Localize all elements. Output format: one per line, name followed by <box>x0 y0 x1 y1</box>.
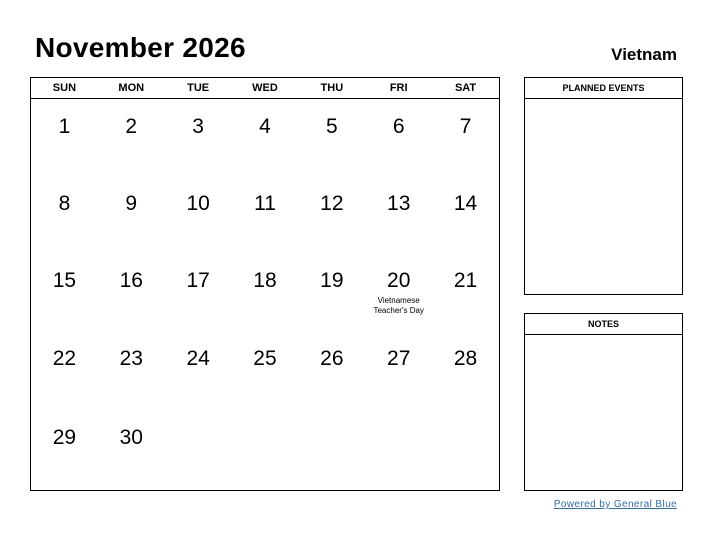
weekday-fri: FRI <box>389 82 408 94</box>
page-title: November 2026 <box>35 32 246 63</box>
day-cell <box>165 269 232 293</box>
day-cell <box>165 192 232 216</box>
day-cell <box>232 192 299 216</box>
day-cell <box>31 347 98 371</box>
calendar-grid <box>30 77 500 491</box>
day-cell <box>232 269 299 293</box>
day-cell <box>98 115 165 139</box>
day-number: 26 <box>320 347 344 370</box>
day-cell <box>365 347 432 371</box>
day-cell <box>98 347 165 371</box>
day-number: 29 <box>52 426 77 449</box>
day-cell <box>298 347 365 371</box>
day-number: 15 <box>52 269 77 292</box>
day-number: 16 <box>119 269 143 292</box>
planned-events-heading: PLANNED EVENTS <box>525 78 682 99</box>
day-number: 18 <box>253 269 277 292</box>
day-number: 11 <box>254 192 276 215</box>
day-cell <box>165 347 232 371</box>
holiday-label-line: Teacher's Day <box>373 306 424 315</box>
day-cell <box>432 269 499 293</box>
powered-by-link[interactable]: Powered by General Blue <box>553 499 677 510</box>
weekday-sun: SUN <box>52 82 77 94</box>
day-cell <box>298 192 365 216</box>
weekday-mon: MON <box>118 82 145 94</box>
day-cell <box>98 192 165 216</box>
day-number: 8 <box>58 192 71 215</box>
holiday-label-line: Vietnamese <box>377 296 420 305</box>
day-number: 5 <box>326 115 338 138</box>
day-cell <box>31 115 98 139</box>
weekday-tue: TUE <box>187 82 210 94</box>
day-cell <box>98 426 165 450</box>
day-number: 17 <box>186 269 210 292</box>
day-cell <box>365 192 432 216</box>
day-cell <box>31 192 98 216</box>
day-cell <box>432 192 499 216</box>
day-number: 4 <box>259 115 271 138</box>
day-cell <box>98 269 165 293</box>
day-number: 6 <box>392 115 405 138</box>
day-number: 27 <box>387 347 411 370</box>
day-number: 23 <box>119 347 143 370</box>
day-number: 21 <box>453 269 478 292</box>
day-number: 9 <box>125 192 138 215</box>
day-number: 2 <box>125 115 138 138</box>
day-cell <box>298 269 365 293</box>
day-cell <box>232 115 299 139</box>
day-cell <box>31 426 98 450</box>
day-number: 24 <box>186 347 210 370</box>
day-cell <box>165 115 232 139</box>
weekday-header-row <box>31 78 499 99</box>
day-cell <box>432 115 499 139</box>
notes-panel <box>524 313 683 491</box>
day-number: 25 <box>253 347 277 370</box>
day-number: 3 <box>192 115 204 138</box>
day-cell <box>432 347 499 371</box>
day-number: 12 <box>320 192 344 215</box>
day-cell <box>232 347 299 371</box>
day-cell <box>365 115 432 139</box>
planned-events-panel <box>524 77 683 295</box>
day-number: 1 <box>58 115 71 138</box>
holiday-label <box>365 296 432 316</box>
day-number: 20 <box>387 269 411 292</box>
weekday-thu: THU <box>320 82 344 94</box>
day-cell <box>31 269 98 293</box>
weekday-wed: WED <box>252 82 278 94</box>
day-number: 7 <box>459 115 472 138</box>
day-cell <box>298 115 365 139</box>
day-number: 13 <box>387 192 411 215</box>
day-cell <box>365 269 432 316</box>
day-number: 19 <box>320 269 344 292</box>
day-number: 30 <box>119 426 143 449</box>
day-number: 10 <box>186 192 210 215</box>
country-label: Vietnam <box>611 45 677 64</box>
notes-heading: NOTES <box>525 314 682 335</box>
weekday-sat: SAT <box>454 82 477 94</box>
day-number: 14 <box>453 192 478 215</box>
day-number: 28 <box>453 347 478 370</box>
day-number: 22 <box>52 347 77 370</box>
